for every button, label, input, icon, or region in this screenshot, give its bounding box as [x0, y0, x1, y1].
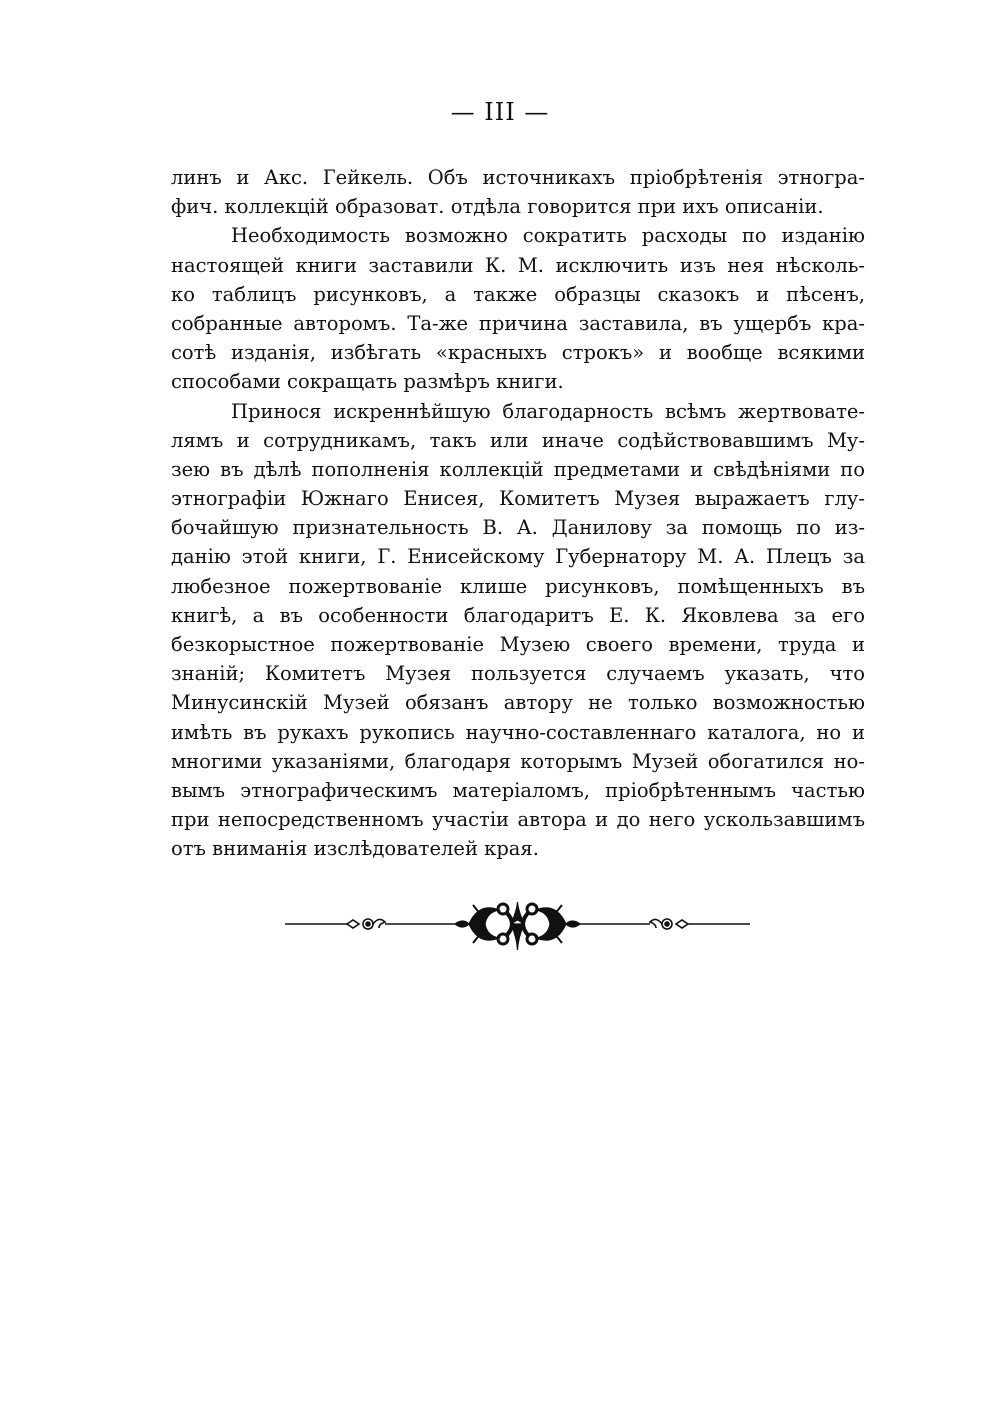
line-text: Принося искреннѣйшую благодарность всѣмъ жертвовате- — [231, 399, 865, 423]
text-line — [171, 834, 865, 863]
line-text: способами сокращать размѣръ книги. — [171, 370, 564, 394]
text-line — [171, 221, 865, 250]
text-line — [171, 572, 865, 601]
text-line — [171, 367, 865, 396]
line-text: ко таблицъ рисунковъ, а также образцы сказокъ и пѣсенъ, — [171, 282, 865, 306]
line-text: лямъ и сотрудникамъ, такъ или иначе содѣйствовавшимъ Му- — [171, 428, 865, 452]
text-line — [171, 280, 865, 309]
text-line — [171, 805, 865, 834]
text-line — [171, 776, 865, 805]
text-line — [171, 251, 865, 280]
text-line — [171, 688, 865, 717]
line-text: безкорыстное пожертвованіе Музею своего времени, труда и — [171, 633, 865, 656]
line-text: имѣть въ рукахъ рукопись научно-составленнаго каталога, но и — [171, 720, 865, 744]
text-line — [171, 338, 865, 367]
text-line — [171, 718, 865, 747]
body-text — [171, 163, 865, 864]
text-line — [171, 455, 865, 484]
line-text: собранные авторомъ. Та-же причина заставила, въ ущербъ кра- — [171, 311, 865, 335]
line-text: настоящей книги заставили К. М. исключить изъ нея нѣсколь- — [171, 253, 865, 277]
line-text: любезное пожертвованіе клише рисунковъ, помѣщенныхъ въ — [171, 574, 865, 598]
text-line — [171, 484, 865, 513]
line-text: знаній; Комитетъ Музея пользуется случаемъ указать, что — [171, 662, 865, 686]
line-text: вымъ этнографическимъ матеріаломъ, пріобрѣтеннымъ частью — [171, 778, 865, 802]
line-text: этнографіи Южнаго Енисея, Комитетъ Музея выражаетъ глу- — [171, 487, 865, 511]
text-line — [171, 659, 865, 688]
text-line — [171, 163, 865, 192]
line-text: зею въ дѣлѣ пополненія коллекцій предметами и свѣдѣніями по — [171, 457, 865, 481]
text-line — [171, 630, 865, 659]
line-text: книгѣ, а въ особенности благодаритъ Е. К. Яковлева за его — [171, 603, 865, 627]
line-text: Необходимость возможно сократить расходы по изданію — [231, 224, 865, 248]
page-number: — III — — [450, 98, 550, 126]
line-text: при непосредственномъ участіи автора и до него ускользавшимъ — [171, 808, 865, 832]
text-line — [171, 513, 865, 542]
line-text: многими указаніями, благодаря которымъ Музей обогатился но- — [171, 749, 865, 773]
text-line — [171, 192, 865, 221]
ornamental-divider-icon — [285, 897, 750, 955]
line-text: данію этой книги, Г. Енисейскому Губернатору М. А. Плецъ за — [171, 545, 865, 569]
line-text: сотѣ изданія, избѣгать «красныхъ строкъ» и вообще всякими — [171, 341, 865, 365]
text-line — [171, 309, 865, 338]
text-line — [171, 426, 865, 455]
text-line — [171, 397, 865, 426]
text-line — [171, 747, 865, 776]
text-line — [171, 542, 865, 571]
line-text: Минусинскій Музей обязанъ автору не только возможностью — [171, 691, 865, 715]
line-text: фич. коллекцій образоват. отдѣла говорится при ихъ описаніи. — [171, 195, 824, 219]
line-text: линъ и Акс. Гейкель. Объ источникахъ пріобрѣтенія этногра- — [171, 166, 865, 189]
line-text: отъ вниманія изслѣдователей края. — [171, 837, 539, 861]
line-text: бочайшую признательность В. А. Данилову за помощь по из- — [171, 516, 865, 540]
text-line — [171, 601, 865, 630]
